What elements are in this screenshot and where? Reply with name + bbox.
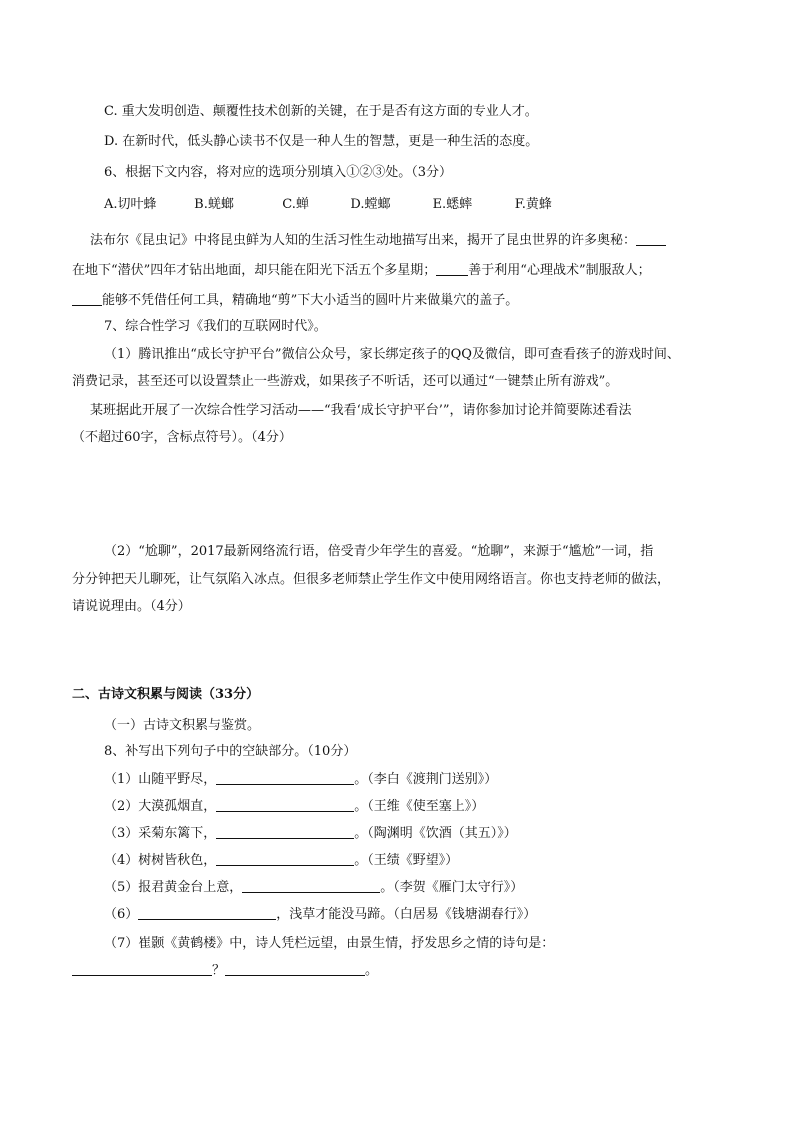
q6-para2b-text: 善于利用“心理战术”制服敌人；	[468, 263, 651, 278]
q8-item-4: （4）树树皆秋色， 。（王绩《野望》）	[104, 853, 459, 868]
q8-blank-3[interactable]	[216, 825, 354, 839]
q6-option-c: C.蝉	[282, 197, 309, 212]
q7-title: 7、综合性学习《我们的互联网时代》。	[104, 319, 327, 334]
q8-item-5: （5）报君黄金台上意， 。（李贺《雁门太守行》）	[104, 880, 524, 895]
q6-paragraph-line1	[90, 232, 666, 250]
q8-blank-2[interactable]	[216, 798, 354, 812]
q8-blank-6[interactable]	[138, 906, 276, 920]
q8-stem: 8、补写出下列句子中的空缺部分。（10分）	[104, 744, 357, 759]
q6-option-e: E.蟋蟀	[432, 197, 473, 212]
q7-part1-line4: （不超过60字，含标点符号）。（4分）	[72, 430, 292, 445]
q6-blank-2[interactable]	[436, 262, 468, 276]
q6-option-d: D.螳螂	[350, 197, 391, 212]
q7-part2-line2: 分分钟把天儿聊死，让气氛陷入冰点。但很多老师禁止学生作文中使用网络语言。你也支持老师的做法，	[72, 572, 671, 587]
q6-option-a: A.切叶蜂	[104, 197, 157, 212]
q7-part2-line3: 请说说理由。（4分）	[72, 599, 191, 614]
q8-item-1: （1）山随平野尽， 。（李白《渡荆门送别》）	[104, 772, 498, 787]
section2-subtitle: （一）古诗文积累与鉴赏。	[104, 718, 261, 733]
q6-paragraph-line3	[72, 292, 518, 310]
q6-option-b: B.蜣螂	[194, 197, 234, 212]
q8-blank-7b[interactable]	[225, 962, 365, 976]
q8-item-3: （3）采菊东篱下， 。（陶渊明《饮酒（其五）》）	[104, 826, 517, 841]
q6-options	[104, 196, 552, 214]
q6-para2a-text: 在地下“潜伏”四年才钻出地面，却只能在阳光下活五个多星期；	[72, 263, 437, 278]
q6-para3-text: 能够不凭借任何工具，精确地“剪”下大小适当的圆叶片来做巢穴的盖子。	[102, 293, 519, 308]
q8-blank-5[interactable]	[242, 879, 380, 893]
q8-item-7-line2: ？ 。	[72, 962, 378, 980]
section2-title: 二、古诗文积累与阅读（33分）	[72, 687, 260, 702]
q7-part1-line3: 某班据此开展了一次综合性学习活动——“我看‘成长守护平台’”，请你参加讨论并简要陈述看法	[90, 403, 632, 418]
q6-option-f: F.黄蜂	[514, 197, 552, 212]
q8-blank-7a[interactable]	[72, 962, 212, 976]
q6-paragraph-line2	[72, 262, 651, 280]
q8-item-6: （6） ，浅草才能没马蹄。（白居易《钱塘湖春行》）	[104, 907, 537, 922]
q7-part1-line2: 消费记录，甚至还可以设置禁止一些游戏，如果孩子不听话，还可以通过“一键禁止所有游戏”。	[72, 374, 619, 389]
q6-para1-text: 法布尔《昆虫记》中将昆虫鲜为人知的生活习性生动地描写出来，揭开了昆虫世界的许多奥秘：	[90, 233, 637, 248]
q8-item-2: （2）大漠孤烟直， 。（王维《使至塞上》）	[104, 799, 485, 814]
q8-blank-1[interactable]	[216, 771, 354, 785]
q7-part1-line1: （1）腾讯推出“成长守护平台”微信公众号，家长绑定孩子的QQ及微信，即可查看孩子的游戏时间、	[104, 347, 680, 362]
q5-option-d: D. 在新时代，低头静心读书不仅是一种人生的智慧，更是一种生活的态度。	[104, 134, 539, 149]
q8-item-7-line1: （7）崔颢《黄鹤楼》中，诗人凭栏远望，由景生情，抒发思乡之情的诗句是：	[104, 936, 555, 951]
q7-part2-line1: （2）“尬聊”，2017最新网络流行语，倍受青少年学生的喜爱。“尬聊”，来源于“尴尬”一词，指	[104, 544, 654, 559]
q6-blank-3[interactable]	[72, 292, 102, 306]
q6-blank-1[interactable]	[636, 232, 666, 246]
q5-option-c: C. 重大发明创造、颠覆性技术创新的关键，在于是否有这方面的专业人才。	[104, 104, 538, 119]
q6-stem: 6、根据下文内容，将对应的选项分别填入①②③处。（3分）	[104, 165, 453, 180]
q8-blank-4[interactable]	[216, 852, 354, 866]
